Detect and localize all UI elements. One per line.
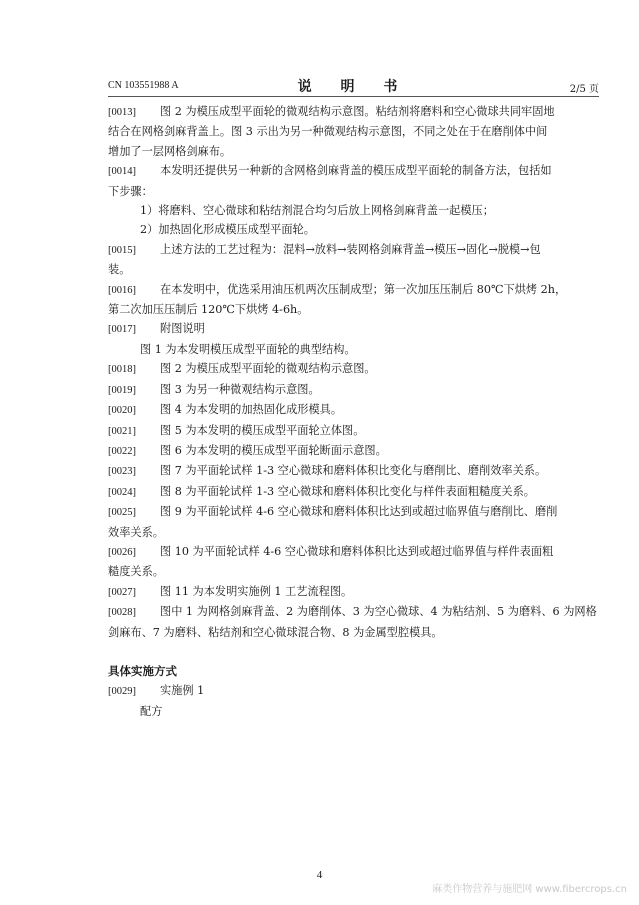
paragraph [108,702,602,721]
paragraph-text: 结合在网格剑麻背盖上。图 3 示出为另一种微观结构示意图，不同之处在于在磨削体中间 [108,125,548,139]
paragraph [108,542,602,562]
paragraph-text: 效率关系。 [108,525,164,539]
paragraph-text: 图 3 为另一种微观结构示意图。 [160,382,320,396]
paragraph-number: [0022] [108,445,136,457]
header-rule [108,96,599,97]
paragraph-number: [0028] [108,607,136,619]
page-number: 4 [316,869,323,881]
document-body [108,102,602,721]
paragraph [108,280,602,300]
paragraph [108,502,602,522]
paragraph-text: 图 4 为本发明的加热固化成形模具。 [160,403,343,417]
paragraph [108,421,602,441]
paragraph-text: 装。 [108,263,131,277]
paragraph [108,102,602,122]
paragraph-number: [0027] [108,586,136,598]
paragraph-continuation [108,562,602,581]
paragraph-number: [0021] [108,425,136,437]
paragraph [108,441,602,461]
paragraph-text: 增加了一层网格剑麻布。 [108,144,232,158]
paragraph-text: 图 1 为本发明模压成型平面轮的典型结构。 [140,342,356,356]
paragraph-text: 1）将磨料、空心微球和粘结剂混合均匀后放上网格剑麻背盖一起模压； [140,204,494,218]
watermark: 麻类作物营养与施肥网 www.fibercrops.cn [432,884,627,895]
page-of: 2/5 页 [569,84,599,95]
paragraph-list [108,102,602,642]
paragraph-number: [0015] [108,244,136,256]
paragraph-text: 本发明还提供另一种新的含网格剑麻背盖的模压成型平面轮的制备方法，包括如 [160,164,552,178]
paragraph-number: [0017] [108,324,136,336]
paragraph-text: 配方 [140,704,163,718]
tail-paragraph-list [108,681,602,721]
paragraph-text: 附图说明 [160,322,205,336]
paragraph-text: 上述方法的工艺过程为：混料→放料→装网格剑麻背盖→模压→固化→脱模→包 [160,242,541,256]
paragraph-text: 图 5 为本发明的模压成型平面轮立体图。 [160,423,365,437]
paragraph-number: [0013] [108,107,136,118]
paragraph-text: 图 6 为本发明的模压成型平面轮断面示意图。 [160,443,387,457]
page-header [108,78,599,94]
paragraph-continuation [108,623,602,642]
paragraph-number: [0018] [108,364,136,376]
paragraph-number: [0029] [108,686,136,698]
paragraph-number: [0020] [108,405,136,417]
paragraph-continuation [108,523,602,542]
section-heading: 具体实施方式 [108,663,177,678]
paragraph-text: 在本发明中，优选采用油压机两次压制成型；第一次加压压制后 80℃下烘烤 2h， [160,282,567,296]
paragraph-text: 图 11 为本发明实施例 1 工艺流程图。 [160,584,353,598]
paragraph-text: 2）加热固化形成模压成型平面轮。 [140,223,315,237]
paragraph-text: 图 8 为平面轮试样 1-3 空心微球和磨料体积比变化与样件表面粗糙度关系。 [160,484,535,498]
paragraph [108,340,602,359]
paragraph [108,240,602,260]
paragraph-text: 第二次加压压制后 120℃下烘烤 4-6h。 [108,303,309,317]
paragraph-text: 下步骤： [108,184,153,198]
paragraph [108,380,602,400]
paragraph-text: 图 2 为模压成型平面轮的微观结构示意图。 [160,362,376,376]
paragraph-number: [0019] [108,384,136,396]
paragraph [108,602,602,622]
paragraph [108,201,602,220]
paragraph-number: [0023] [108,466,136,478]
paragraph-text: 图中 1 为网格剑麻背盖、2 为磨削体、3 为空心微球、4 为粘结剂、5 为磨料、6 为网格 [160,605,597,619]
paragraph-number: [0024] [108,486,136,498]
paragraph-text: 图 7 为平面轮试样 1-3 空心微球和磨料体积比变化与磨削比、磨削效率关系。 [160,464,547,478]
paragraph-continuation [108,142,602,161]
paragraph-text: 实施例 1 [160,684,205,698]
paragraph-number: [0016] [108,284,136,296]
document-title: 说 明 书 [297,79,410,95]
paragraph [108,400,602,420]
paragraph-text: 剑麻布、7 为磨料、粘结剂和空心微球混合物、8 为金属型腔模具。 [108,625,443,639]
paragraph [108,220,602,239]
paragraph-continuation [108,182,602,201]
paragraph-continuation [108,300,602,319]
paragraph [108,359,602,379]
paragraph-continuation [108,260,602,279]
paragraph [108,681,602,701]
paragraph-text: 糙度关系。 [108,565,164,579]
paragraph-number: [0026] [108,546,136,558]
paragraph-text: 图 9 为平面轮试样 4-6 空心微球和磨料体积比达到或超过临界值与磨削比、磨削 [160,505,558,519]
document-number: CN 103551988 A [108,80,179,91]
paragraph-text: 图 2 为模压成型平面轮的微观结构示意图。粘结剂将磨料和空心微球共同牢固地 [160,105,555,118]
paragraph [108,319,602,339]
paragraph [108,161,602,181]
paragraph [108,582,602,602]
paragraph-number: [0025] [108,507,136,519]
paragraph [108,461,602,481]
paragraph-number: [0014] [108,166,136,178]
paragraph [108,482,602,502]
paragraph-text: 图 10 为平面轮试样 4-6 空心微球和磨料体积比达到或超过临界值与样件表面粗 [160,544,554,558]
paragraph-continuation [108,122,602,141]
